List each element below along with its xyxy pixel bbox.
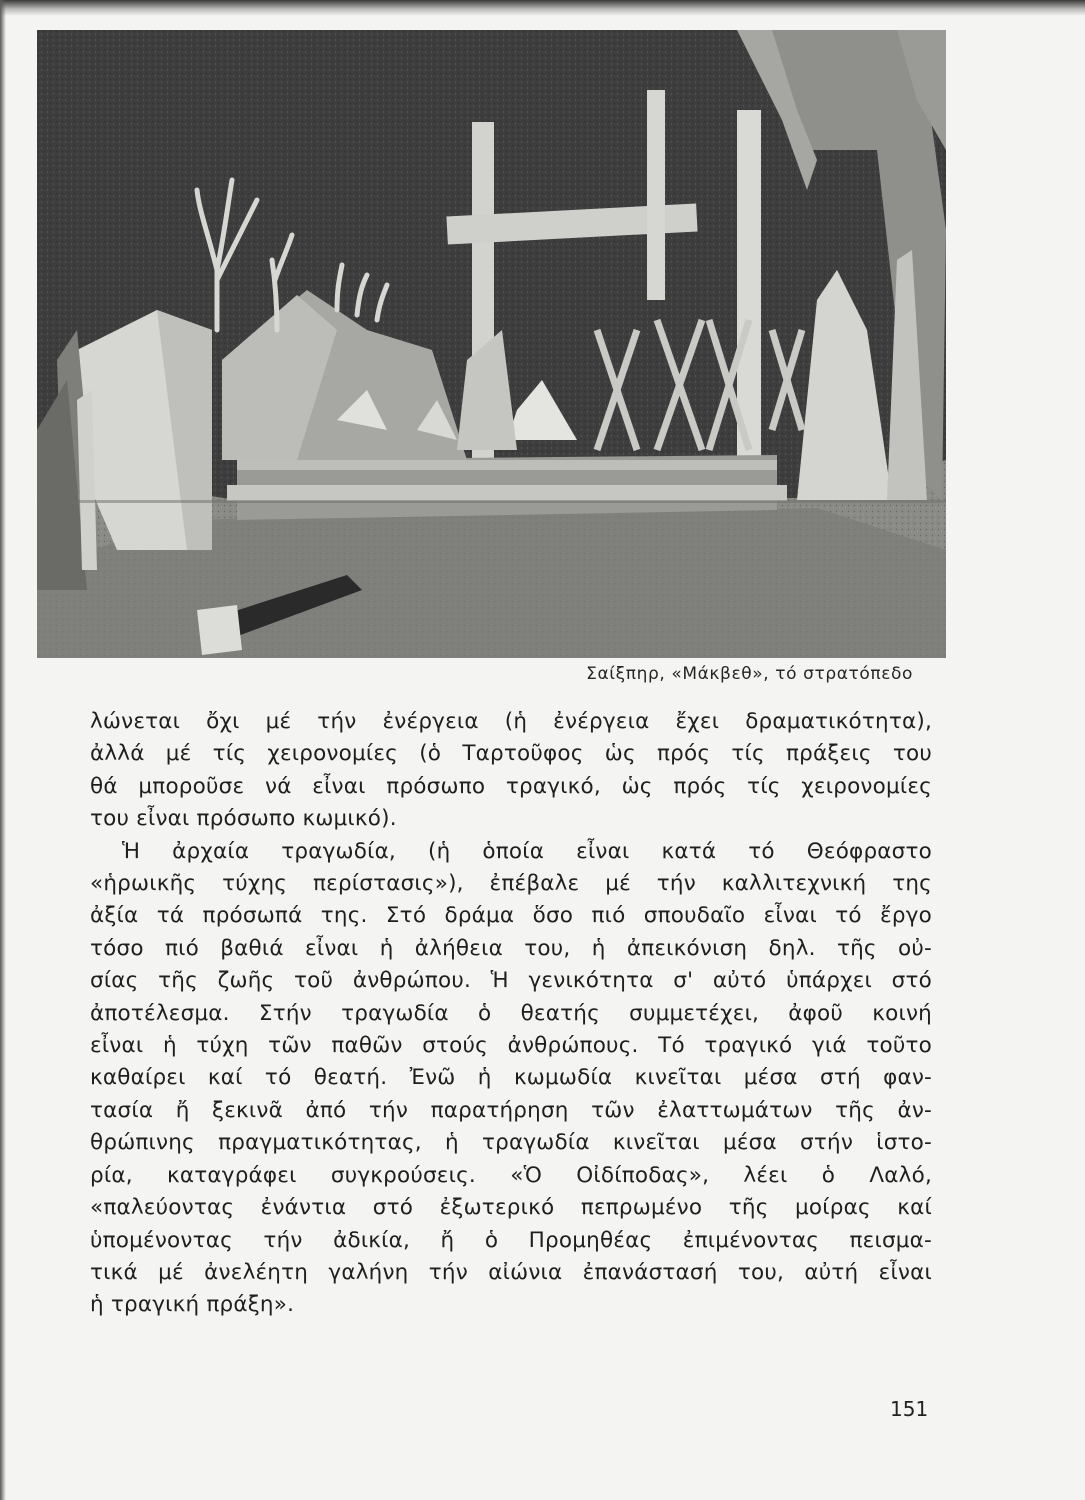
text-line: τόσο πιό βαθιά εἶναι ἡ ἀλήθεια του, ἡ ἀπεικόνιση δηλ. τῆς οὐ- — [90, 935, 932, 961]
text-line: θρώπινης πραγματικότητας, ἡ τραγωδία κινεῖται μέσα στήν ἱστο- — [90, 1130, 932, 1156]
page-top-edge — [0, 0, 1085, 16]
text-line: ἡ τραγική πράξη». — [90, 1292, 295, 1318]
body-text — [90, 706, 932, 1322]
text-line: ἀξία τά πρόσωπά της. Στό δράμα ὅσο πιό σπουδαῖο εἶναι τό ἔργο — [90, 903, 932, 929]
text-line: ἀλλά μέ τίς χειρονομίες (ὁ Ταρτοῦφος ὡς πρός τίς πράξεις του — [90, 741, 932, 767]
text-line: ὑπομένοντας τήν ἀδικία, ἤ ὁ Προμηθέας ἐπιμένοντας πεισμα- — [90, 1227, 932, 1253]
text-line: καθαίρει καί τό θεατή. Ἐνῶ ἡ κωμωδία κινεῖται μέσα στή φαν- — [90, 1065, 932, 1091]
text-line: ρία, καταγράφει συγκρούσεις. «Ὁ Οἰδίποδας», λέει ὁ Λαλό, — [90, 1162, 932, 1188]
text-line: «παλεύοντας ἐνάντια στό ἐξωτερικό πεπρωμένο τῆς μοίρας καί — [90, 1195, 932, 1221]
text-line: «ἡρωικῆς τύχης περίστασις»), ἐπέβαλε μέ τήν καλλιτεχνική της — [90, 871, 932, 897]
page-left-edge — [0, 0, 6, 1500]
stage-design-illustration — [37, 30, 946, 658]
text-line: ἀποτέλεσμα. Στήν τραγωδία ὁ θεατής συμμετέχει, ἀφοῦ κοινή — [90, 1000, 932, 1026]
text-line: λώνεται ὄχι μέ τήν ἐνέργεια (ἡ ἐνέργεια ἔχει δραματικότητα), — [90, 709, 932, 734]
figure-caption: Σαίξπηρ, «Μάκβεθ», τό στρατόπεδο — [586, 664, 913, 684]
text-line: εἶναι ἡ τύχη τῶν παθῶν στούς ἀνθρώπους. Τό τραγικό γιά τοῦτο — [90, 1033, 932, 1059]
text-line: Ἡ ἀρχαία τραγωδία, (ἡ ὁποία εἶναι κατά τό Θεόφραστο — [122, 838, 932, 864]
page-number: 151 — [890, 1397, 929, 1421]
text-line: θά μποροῦσε νά εἶναι πρόσωπο τραγικό, ὡς πρός τίς χειρονομίες — [90, 773, 932, 799]
text-line: του εἶναι πρόσωπο κωμικό). — [90, 806, 397, 832]
text-line: τασία ἤ ξεκινᾶ ἀπό τήν παρατήρηση τῶν ἐλαττωμάτων τῆς ἀν- — [90, 1097, 932, 1123]
text-line: τικά μέ ἀνελέητη γαλήνη τήν αἰώνια ἐπανάστασή του, αὐτή εἶναι — [90, 1259, 932, 1285]
text-line: σίας τῆς ζωῆς τοῦ ἀνθρώπου. Ἡ γενικότητα σ' αὐτό ὑπάρχει στό — [90, 968, 932, 994]
